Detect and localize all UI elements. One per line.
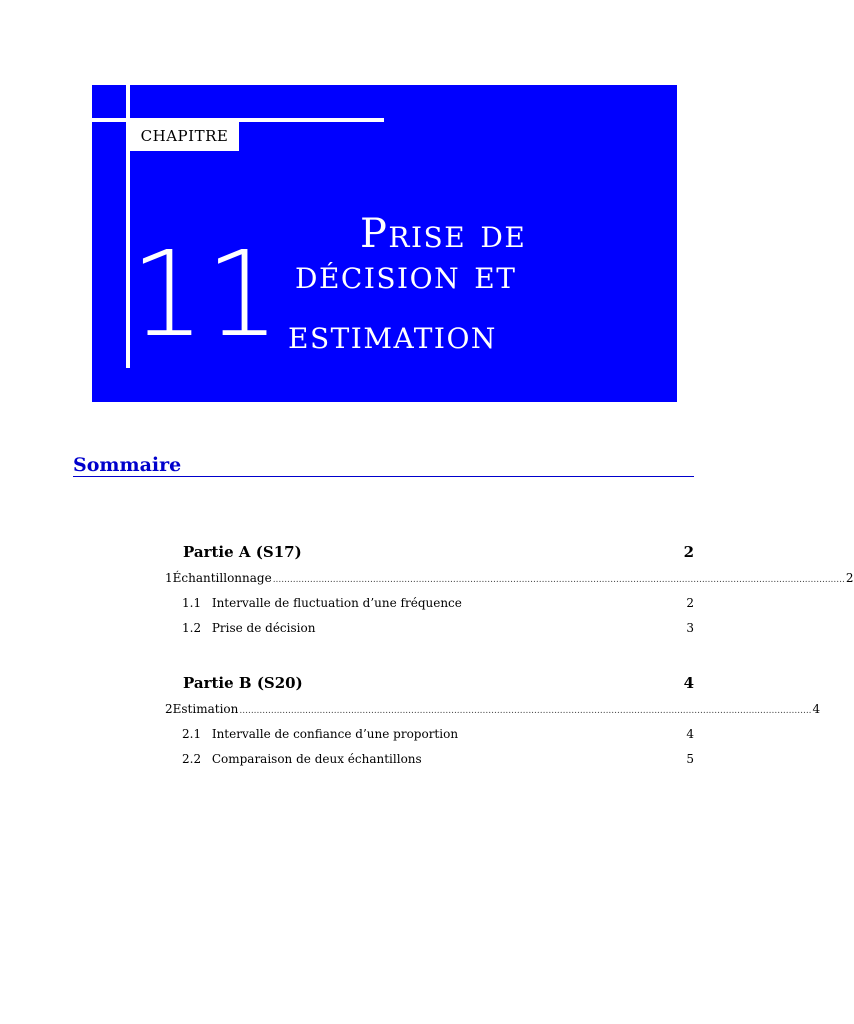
part-page: 4 — [683, 674, 694, 692]
subsection-title: Prise de décision — [211, 621, 316, 635]
subsection-title: Intervalle de confiance d’une proportion — [211, 727, 459, 741]
subsection-page: 5 — [686, 752, 694, 766]
chapter-label: CHAPITRE — [130, 122, 239, 151]
chapter-title-line-2: décision et — [295, 252, 517, 298]
toc-section-2[interactable] — [165, 702, 821, 716]
leader-dots: ........................................................................................................................................................................................................ — [239, 706, 812, 716]
toc-subsection-1-1[interactable] — [182, 596, 694, 610]
chapter-banner — [92, 85, 677, 402]
toc-section-1[interactable] — [165, 571, 854, 585]
chapter-title-line-3: estimation — [288, 312, 497, 358]
summary-heading: Sommaire — [73, 454, 182, 476]
toc-subsection-1-2[interactable] — [182, 621, 694, 635]
summary-heading-row — [73, 455, 694, 477]
subsection-number: 1.2 — [182, 621, 202, 635]
part-label: Partie A — [183, 543, 251, 561]
subsection-title: Intervalle de fluctuation d’une fréquence — [211, 596, 462, 610]
leader-dots: ........................................................................................................................................................................................................ — [272, 575, 845, 585]
subsection-number: 2.2 — [182, 752, 202, 766]
subsection-number: 1.1 — [182, 596, 202, 610]
section-number: 1 — [165, 571, 173, 585]
chapter-title-line-1: Prise de — [360, 211, 527, 257]
section-number: 2 — [165, 702, 173, 716]
toc-part-a[interactable] — [183, 543, 694, 561]
section-page: 2 — [845, 571, 854, 585]
section-page: 4 — [812, 702, 821, 716]
subsection-number: 2.1 — [182, 727, 202, 741]
section-title: Échantillonnage — [172, 571, 272, 585]
part-code: (S17) — [255, 543, 302, 561]
part-code: (S20) — [256, 674, 303, 692]
toc-subsection-2-1[interactable] — [182, 727, 694, 741]
toc-part-b[interactable] — [183, 674, 694, 692]
subsection-page: 3 — [686, 621, 694, 635]
part-label: Partie B — [183, 674, 252, 692]
part-page: 2 — [683, 543, 694, 561]
toc-subsection-2-2[interactable] — [182, 752, 694, 766]
section-title: Estimation — [172, 702, 239, 716]
subsection-page: 4 — [686, 727, 694, 741]
subsection-title: Comparaison de deux échantillons — [211, 752, 422, 766]
chapter-number: 11 — [130, 225, 281, 363]
chapter-title — [288, 210, 673, 359]
subsection-page: 2 — [686, 596, 694, 610]
